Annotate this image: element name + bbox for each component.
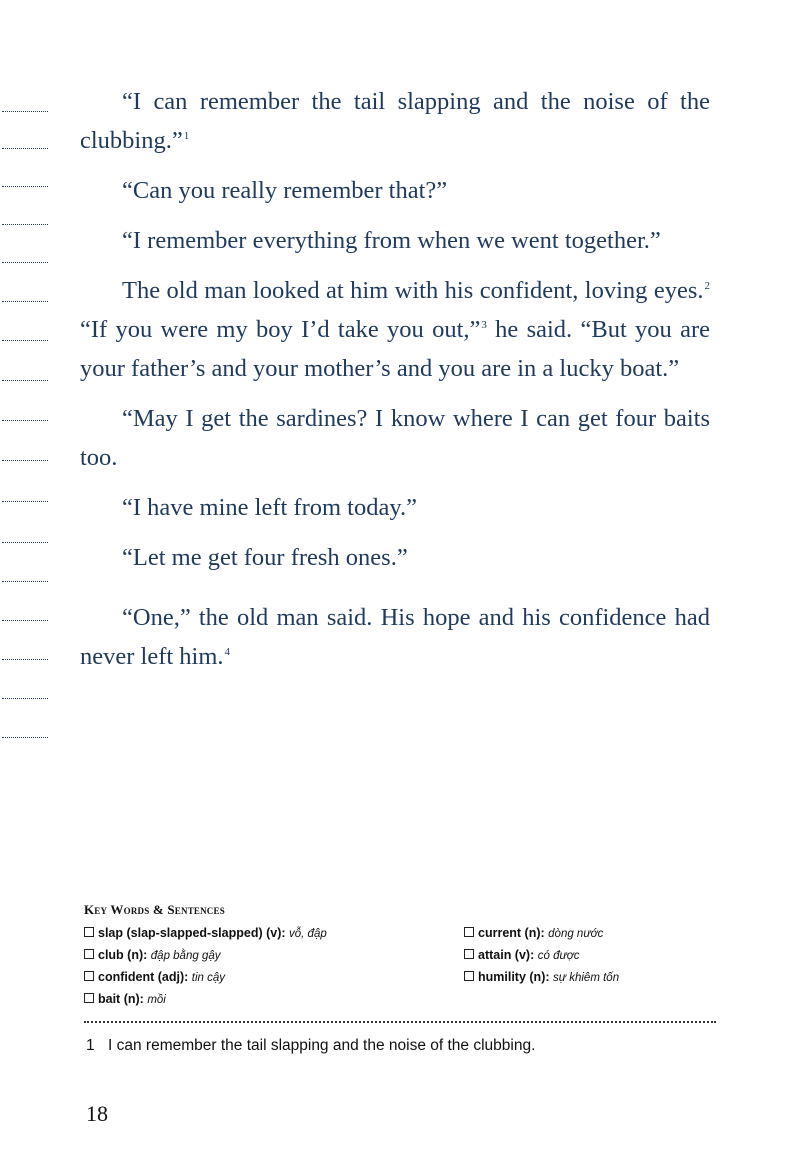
story-paragraph: “One,” the old man said. His hope and his confidence had never left him.$^4$ bbox=[80, 604, 710, 670]
checkbox-icon[interactable] bbox=[84, 949, 94, 959]
note-line bbox=[2, 460, 48, 461]
checkbox-icon[interactable] bbox=[84, 971, 94, 981]
note-line bbox=[2, 340, 48, 341]
footnote-divider bbox=[84, 1021, 716, 1023]
story-paragraph: “I have mine left from today.” bbox=[122, 494, 418, 521]
checkbox-icon[interactable] bbox=[464, 971, 474, 981]
key-words-title: Key Words & Sentences bbox=[84, 902, 225, 917]
story-text bbox=[80, 82, 710, 687]
page-number: 18 bbox=[86, 1101, 108, 1126]
story-paragraph: “May I get the sardines? I know where I can get four baits too. bbox=[80, 405, 710, 471]
checkbox-icon[interactable] bbox=[464, 949, 474, 959]
note-line bbox=[2, 620, 48, 621]
key-words-list bbox=[84, 925, 724, 1009]
footnote-text: I can remember the tail slapping and the noise of the clubbing. bbox=[108, 1037, 536, 1054]
note-line bbox=[2, 737, 48, 738]
story-paragraph: “Can you really remember that?” bbox=[122, 177, 448, 204]
note-line bbox=[2, 501, 48, 502]
footnote bbox=[86, 1037, 726, 1055]
note-line bbox=[2, 301, 48, 302]
key-word-item: bait (n): mồi bbox=[84, 991, 464, 1009]
footnote-marker: 3 bbox=[481, 319, 487, 331]
note-line bbox=[2, 542, 48, 543]
key-word-item: club (n): đập bằng gậy bbox=[84, 947, 464, 965]
note-line bbox=[2, 698, 48, 699]
footnote-number: 1 bbox=[86, 1037, 95, 1054]
key-word-item: humility (n): sự khiêm tốn bbox=[464, 969, 724, 987]
story-paragraph: “Let me get four fresh ones.” bbox=[122, 544, 408, 571]
note-line bbox=[2, 380, 48, 381]
footnote-marker: 1 bbox=[183, 130, 190, 142]
story-paragraph: “I remember everything from when we went together.” bbox=[122, 227, 661, 254]
note-line bbox=[2, 224, 48, 225]
story-paragraph: The old man looked at him with his confident, loving eyes.$^2$ “If you were my boy I’d take you out,”$^3$ he said. “But you are your father’s and your mother’s and you are in a lucky boat.” bbox=[80, 277, 710, 382]
key-word-item: slap (slap-slapped-slapped) (v): vỗ, đập bbox=[84, 925, 464, 943]
key-word-item: confident (adj): tin cậy bbox=[84, 969, 464, 987]
key-word-item: current (n): dòng nước bbox=[464, 925, 724, 943]
note-line bbox=[2, 659, 48, 660]
note-line bbox=[2, 420, 48, 421]
margin-note-lines bbox=[0, 0, 50, 1157]
footnote-marker: 2 bbox=[704, 280, 710, 292]
key-word-item: attain (v): có được bbox=[464, 947, 724, 965]
checkbox-icon[interactable] bbox=[84, 993, 94, 1003]
key-words-box bbox=[84, 902, 724, 1009]
story-paragraph: “I can remember the tail slapping and the noise of the clubbing.”$^1$ bbox=[80, 88, 710, 154]
note-line bbox=[2, 148, 48, 149]
note-line bbox=[2, 186, 48, 187]
footnote-marker: 4 bbox=[224, 646, 231, 658]
checkbox-icon[interactable] bbox=[464, 927, 474, 937]
note-line bbox=[2, 581, 48, 582]
note-line bbox=[2, 262, 48, 263]
note-line bbox=[2, 111, 48, 112]
checkbox-icon[interactable] bbox=[84, 927, 94, 937]
